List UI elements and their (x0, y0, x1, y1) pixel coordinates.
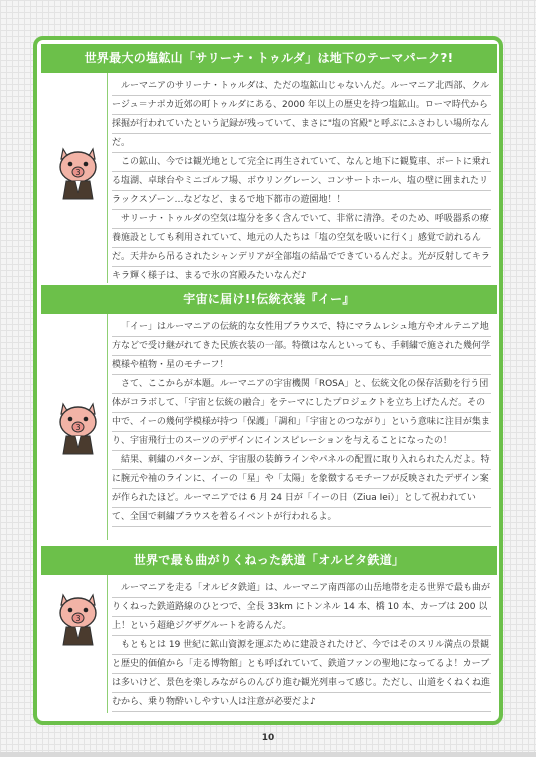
paragraph: もともとは 19 世紀に鉱山資源を運ぶために建設されたけど、今ではそのスリル満点の景観と歴史的価値から「走る博物館」とも呼ばれていて、鉄道ファンの聖地になってるよ！カーブは多いけど、景色を楽しみながらのんびり進む観光列車って感じ。ただし、山道をくねくね進むから、乗り物酔いしやすい人は注意が必要だよ♪ (112, 636, 491, 712)
section-orbita-railway (41, 546, 497, 713)
section-text (112, 579, 491, 712)
page-edge (0, 752, 536, 757)
section-text (112, 77, 491, 286)
column-divider (107, 314, 108, 540)
column-divider (107, 73, 108, 283)
section-salina-turda (41, 44, 497, 283)
svg-text:3: 3 (75, 168, 81, 177)
pig-mascot-icon (55, 589, 101, 647)
section-title: 世界最大の塩鉱山「サリーナ・トゥルダ」は地下のテーマパーク?! (41, 44, 497, 73)
paragraph: サリーナ・トゥルダの空気は塩分を多く含んでいて、非常に清浄。そのため、呼吸器系の療養施設としても利用されていて、地元の人たちは「塩の空気を吸いに行く」感覚で訪れるんだ。天井から吊るされたシャンデリアが全部塩の結晶でできているんだよ。光が反射してキラキラ輝く様子は、まるで氷の宮殿みたいなんだ♪ (112, 210, 491, 286)
pig-mascot-icon (55, 398, 101, 456)
page-number: 10 (261, 733, 275, 743)
pig-mascot-icon (55, 143, 101, 201)
section-title: 宇宙に届け!!伝統衣装『イー』 (41, 285, 497, 314)
paragraph: この鉱山、今では観光地として完全に再生されていて、なんと地下に観覧車、ボートに乗れる塩湖、卓球台やミニゴルフ場、ボウリングレーン、コンサートホール、塩の壁に囲まれたリラックスゾーン…などなど、まるで地下都市の遊園地！！ (112, 153, 491, 210)
column-divider (107, 575, 108, 713)
paragraph: ルーマニアを走る「オルビタ鉄道」は、ルーマニア南西部の山岳地帯を走る世界で最も曲がりくねった鉄道路線のひとつで、全長 33km にトンネル 14 本、橋 10 本、カーブは 200 以上！という超絶ジグザグルートを誇るんだ。 (112, 579, 491, 636)
svg-text:3: 3 (75, 423, 81, 432)
section-text (112, 318, 491, 527)
section-title: 世界で最も曲がりくねった鉄道「オルビタ鉄道」 (41, 546, 497, 575)
paragraph: さて、ここからが本題。ルーマニアの宇宙機関「ROSA」と、伝統文化の保存活動を行う団体がコラボして、「宇宙と伝統の融合」をテーマにしたプロジェクトを立ち上げたんだ。その中で、イーの幾何学模様が持つ「保護」「調和」「宇宙とのつながり」という意味に注目が集まり、宇宙飛行士のスーツのデザインにインスピレーションを与えることになったの！ (112, 375, 491, 451)
svg-text:3: 3 (75, 614, 81, 623)
paragraph: 「イー」はルーマニアの伝統的な女性用ブラウスで、特にマラムレシュ地方やオルテニア地方などで受け継がれてきた民族衣装の一部。特徴はなんといっても、手刺繍で施された幾何学模様や植物・星のモチーフ！ (112, 318, 491, 375)
section-ie-costume (41, 285, 497, 540)
paragraph: 結果、刺繍のパターンが、宇宙服の装飾ラインやパネルの配置に取り入れられたんだよ。特に腕元や袖のラインに、イーの「星」や「太陽」を象徴するモチーフが反映されたデザイン案が作られたほど。ルーマニアでは 6 月 24 日が「イーの日（Ziua Iei）」として祝われていて、全国で刺繍ブラウスを着るイベントが行われるよ。 (112, 451, 491, 527)
paragraph: ルーマニアのサリーナ・トゥルダは、ただの塩鉱山じゃないんだ。ルーマニア北西部、クルージュ＝ナポカ近郊の町トゥルダにある、2000 年以上の歴史を持つ塩鉱山。ローマ時代から採掘が行われていたという記録が残っていて、まさに"塩の宮殿"と呼ぶにふさわしい場所なんだ。 (112, 77, 491, 153)
